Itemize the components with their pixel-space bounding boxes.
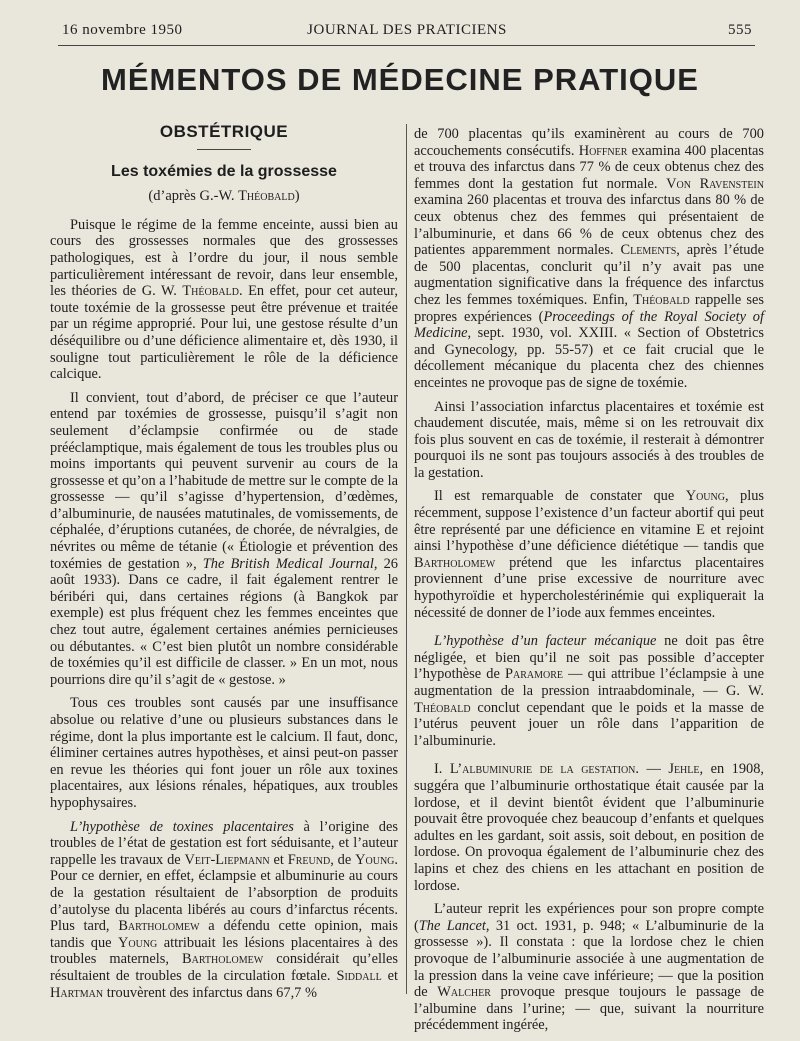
byline-suffix: ) (294, 188, 300, 205)
byline-author: Théobald (238, 188, 295, 205)
article-title: Les toxémies de la grossesse (111, 162, 337, 180)
paragraph-causes: Tous ces troubles sont causés par une insuffisance absolue ou relative d’une ou plusieurs substances dans le régime, dont la plus importante est le calcium. Il faut, donc, éliminer certaines autres hypothèses, et ainsi peut-on passer en revue les théories qui font jouer un rôle aux toxines placentaires, aux lésions rénales, hépatiques, aux troubles hypophysaires. (50, 695, 398, 811)
section-rule (197, 149, 251, 150)
paragraph-definition: Il convient, tout d’abord, de préciser ce que l’auteur entend par toxémies de grossesse, puisqu’il s’agit non seulement d’éclampsie confirmée ou de stade prééclamptique, mais également de tous les troubles plus ou moins importants qui peuvent survenir au cours de la grossesse et qu’on a l’habitude de mettre sur le compte de la grossesse — qu’il s’agisse d’hypertension, d’œdèmes, d’albuminurie, de nausées matutinales, de vomissements, de céphalée, d’éruptions cutanées, de chorée, de névralgies, de névrites ou même de tétanie (« Étiologie et prévention des toxémies de gestation », The British Medical Journal, 26 août 1933). Dans ce cadre, il fait également rentrer le béribéri qui, dans certaines régions (à Bangkok par exemple) est plus fréquent chez les femmes enceintes que chez tout autre, également certaines anémies pernicieuses ou débutantes. « C’est bien plutôt un nombre considérable de toxémies qu’il est difficile de classer. » En un mot, nous pourrions dire qu’il s’agit de « gestose. » (50, 389, 398, 688)
section-title: OBSTÉTRIQUE (159, 122, 289, 141)
paragraph-abortive-factor: Il est remarquable de constater que Young, plus récemment, suppose l’existence d’un facteur abortif qui peut être représenté par une déficience en vitamine E et rejoint ainsi l’hypothèse d’une déficience diététique — tandis que Bartholomew prétend que les infarctus placentaires proviennent d’une prise excessive de nourriture avec hypothyroïdie et hypercholestérinémie qui expliquerait la nécessité de donner de l’iode aux femmes enceintes. (414, 488, 765, 621)
paragraph-albuminuria: I. L’albuminurie de la gestation. — Jehle, en 1908, suggéra que l’albuminurie orthostatique était causée par la lordose, et il devint bientôt évident que l’albuminurie pouvait être provoquée chez beaucoup d’enfants et quelques adultes en les gardant, soit assis, soit debout, en position de lordose. On provoqua également de l’albuminurie chez des lapins et chez des chiens en les attachant en position de lordose. (414, 761, 765, 894)
column-divider (406, 124, 407, 994)
header-date: 16 novembre 1950 (62, 22, 183, 38)
header-rule (58, 45, 755, 46)
paragraph-infarctus-studies: de 700 placentas qu’ils examinèrent au cours de 700 accouchements consécutifs. Hoffner examina 400 placentas et trouva des infarctus dans 77 % de ceux obtenus chez des femmes dont la gestation fut normale. Von Ravenstein examina 260 placentas et trouva des infarctus dans 80 % de ceux obtenus chez des femmes qui présentaient de l’albuminurie, et dans 66 % de ceux obtenus chez des patientes apparemment normales. Clements, après l’étude de 500 placentas, conclurit qu’il n’y avait pas une augmentation significative dans la fréquence des infarctus chez les femmes toxémiques. Enfin, Théobald rappelle ses propres expériences (Proceedings of the Royal Society of Medicine, sept. 1930, vol. XXIII. « Section of Obstetrics and Gynecology, pp. 55-57) et ce fait crucial que le décollement mécanique du placenta chez des chiennes enceintes ne provoque pas de signe de toxémie. (414, 126, 765, 391)
header-journal-name: JOURNAL DES PRATICIENS (307, 22, 507, 38)
right-column (414, 126, 764, 1041)
left-column (50, 124, 398, 1008)
paragraph-author-experiments: L’auteur reprit les expériences pour son propre compte (The Lancet, 31 oct. 1931, p. 948; « L’albuminurie de la grossesse »). Il constata : que la lordose chez le chien provoque de l’albuminurie associée à une augmentation de la pression dans la veine cave inférieure; — que la position de Walcher provoque presque toujours le passage de l’albumine dans l’urine; — que, suivant la nourriture précédemment ingérée, (414, 901, 764, 1034)
main-title: MÉMENTOS DE MÉDECINE PRATIQUE (101, 62, 699, 97)
header-page-number: 555 (728, 22, 752, 38)
paragraph-placental-toxins: L’hypothèse de toxines placentaires à l’origine des troubles de l’état de gestation est fort séduisante, et l’auteur rappelle les travaux de Veit-Liepmann et Freund, de Young. Pour ce dernier, en effet, éclampsie et albuminurie au cours de la gestation résultaient de l’absorption de produits d’autolyse du placenta libérés au cours d’infarctus récents. Plus tard, Bartholomew a défendu cette opinion, mais tandis que Young attribuait les lésions placentaires à des troubles maternels, Bartholomew considérait qu’elles résultaient de troubles de la circulation fœtale. Siddall et Hartman trouvèrent des infarctus dans 67,7 % (50, 818, 399, 1001)
article-byline (50, 188, 398, 205)
paragraph-association: Ainsi l’association infarctus placentaires et toxémie est chaudement discutée, mais, même si on les retrouvait dix fois plus souvent en cas de toxémie, il resterait à démontrer pourquoi ils ne sont pas toujours associés à des troubles de la gestation. (414, 398, 764, 481)
paragraph-intro: Puisque le régime de la femme enceinte, aussi bien au cours des grossesses normales que des grossesses pathologiques, est à l’ordre du jour, il nous semble particulièrement intéressant de revoir, dans leur ensemble, les théories de G. W. Théobald. En effet, pour cet auteur, toute toxémie de la grossesse peut être prévenue et traitée par un régime approprié. Pour lui, une gestose résulte d’un déséquilibre ou d’une déficience alimentaire et, dès 1930, il souligne tout particulièrement le rôle de la déficience calcique. (50, 216, 398, 383)
byline-prefix: (d’après G.-W. (148, 188, 239, 205)
running-head (62, 22, 752, 42)
paragraph-mechanical-factor: L’hypothèse d’un facteur mécanique ne doit pas être négligée, et bien qu’il ne soit pas possible d’accepter l’hypothèse de Paramore — qui attribue l’éclampsie à une augmentation de la pression intraabdominale, — G. W. Théobald conclut cependant que le poids et la masse de l’utérus peuvent jouer un rôle dans l’apparition de l’albuminurie. (414, 633, 764, 749)
